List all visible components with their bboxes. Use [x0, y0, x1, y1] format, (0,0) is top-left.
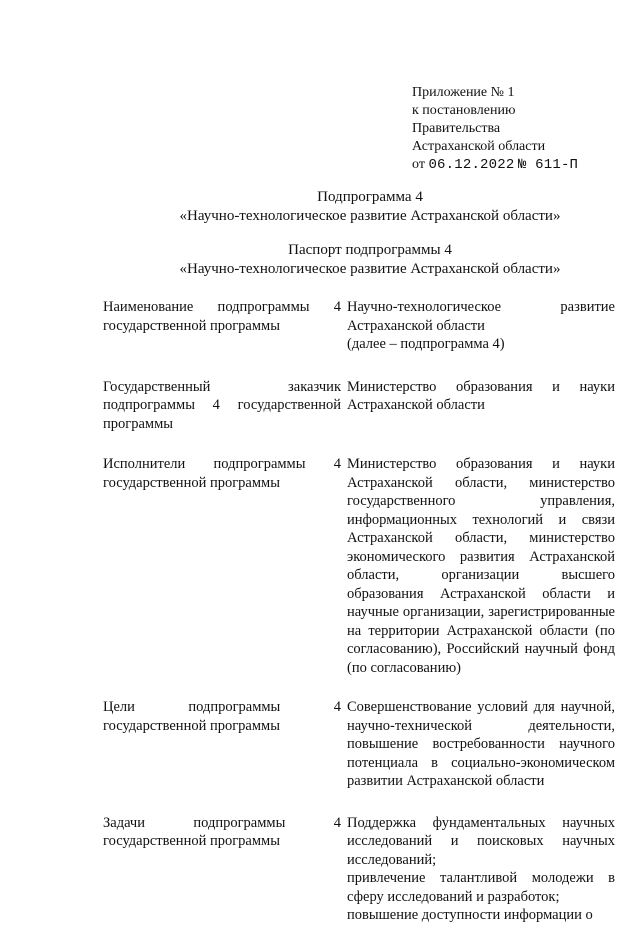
row-value-line: повышение доступности информации о [347, 907, 593, 923]
row-value-line: Министерство образования и науки Астраханской области, министерство государственного управления, информационных технологий и связи Астраханской области, министерство экономического развития Астраханской области, организации высшего образования Астраханской области и научные организации, зарегистрированные на территории Астраханской области (по согласованию), Российский научный фонд (по согласованию) [347, 456, 615, 676]
row-label: Наименование подпрограммы 4 государственной программы [103, 299, 341, 334]
passport-row-name [103, 298, 615, 354]
row-label: Задачи подпрограммы 4 государственной программы [103, 814, 341, 849]
row-value [347, 378, 615, 434]
row-label: Государственный заказчик подпрограммы 4 государственной программы [103, 378, 341, 432]
row-value-line: Министерство образования и науки Астраханской области [347, 378, 615, 413]
row-value [347, 814, 615, 925]
row-value [347, 455, 615, 677]
annex-date-line [412, 156, 622, 174]
annex-line-2: к постановлению [412, 103, 516, 118]
row-value-line: (далее – подпрограмма 4) [347, 336, 505, 352]
row-label: Исполнители подпрограммы 4 государственной программы [103, 456, 341, 491]
passport-row-goals [103, 698, 615, 791]
row-value-line: Совершенствование условий для научной, научно-технической деятельности, повышение востребованности научного потенциала в социально-экономическом развитии Астраханской области [347, 699, 615, 789]
subprogram-title: Подпрограмма 4 [317, 189, 423, 205]
subprogram-name: «Научно-технологическое развитие Астраханской области» [179, 208, 561, 224]
annex-number: № 611-П [517, 157, 579, 173]
annex-line-3: Правительства [412, 121, 501, 136]
passport-title: Паспорт подпрограммы 4 [288, 242, 452, 258]
annex-date: 06.12.2022 [428, 157, 515, 173]
row-value-line: Научно-технологическое развитие Астраханской области [347, 299, 615, 334]
row-value [347, 298, 615, 354]
row-label: Цели подпрограммы 4 государственной программы [103, 699, 341, 734]
passport-name: «Научно-технологическое развитие Астраханской области» [179, 261, 561, 277]
row-value-line: привлечение талантливой молодежи в сферу исследований и разработок; [347, 870, 615, 905]
subprogram-heading [0, 188, 640, 226]
passport-table [103, 298, 615, 925]
passport-row-customer [103, 378, 615, 434]
passport-row-executors [103, 455, 615, 677]
passport-row-tasks [103, 814, 615, 925]
annex-line-1: Приложение № 1 [412, 85, 515, 100]
passport-heading [0, 241, 640, 279]
annex-date-prefix: от [412, 157, 425, 172]
annex-block [412, 84, 622, 174]
row-value [347, 698, 615, 791]
row-value-line: Поддержка фундаментальных научных исследований и поисковых научных исследований; [347, 814, 615, 868]
annex-line-4: Астраханской области [412, 139, 546, 154]
